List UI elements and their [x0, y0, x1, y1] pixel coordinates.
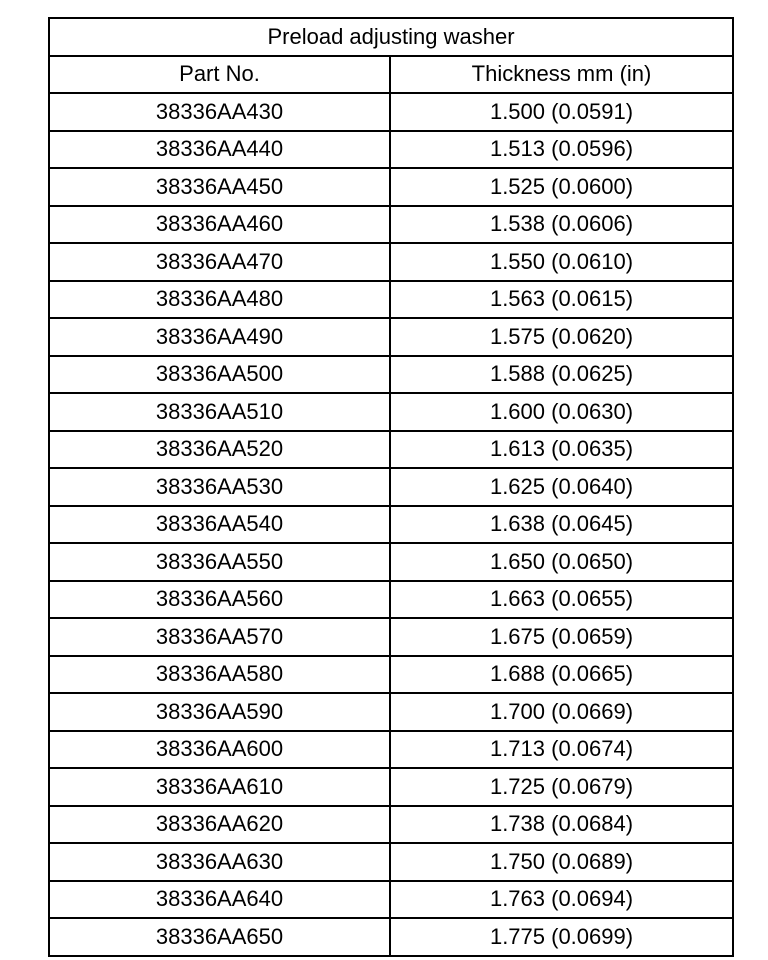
thickness-cell: 1.750 (0.0689) — [390, 843, 733, 881]
thickness-cell: 1.613 (0.0635) — [390, 431, 733, 469]
part-no-cell: 38336AA530 — [49, 468, 390, 506]
preload-washer-table — [48, 17, 734, 957]
part-no-cell: 38336AA430 — [49, 93, 390, 131]
table-row — [49, 281, 733, 319]
thickness-cell: 1.688 (0.0665) — [390, 656, 733, 694]
table-title-row — [49, 18, 733, 56]
table-row — [49, 656, 733, 694]
table-row — [49, 843, 733, 881]
table-row — [49, 318, 733, 356]
thickness-cell: 1.638 (0.0645) — [390, 506, 733, 544]
part-no-cell: 38336AA460 — [49, 206, 390, 244]
part-no-cell: 38336AA470 — [49, 243, 390, 281]
table-row — [49, 356, 733, 394]
part-no-cell: 38336AA610 — [49, 768, 390, 806]
part-no-cell: 38336AA510 — [49, 393, 390, 431]
table-row — [49, 543, 733, 581]
part-no-cell: 38336AA570 — [49, 618, 390, 656]
part-no-cell: 38336AA480 — [49, 281, 390, 319]
part-no-cell: 38336AA580 — [49, 656, 390, 694]
thickness-cell: 1.675 (0.0659) — [390, 618, 733, 656]
table-row — [49, 918, 733, 956]
part-no-cell: 38336AA640 — [49, 881, 390, 919]
table-row — [49, 468, 733, 506]
thickness-cell: 1.713 (0.0674) — [390, 731, 733, 769]
table-row — [49, 393, 733, 431]
part-no-cell: 38336AA550 — [49, 543, 390, 581]
thickness-header: Thickness mm (in) — [390, 56, 733, 94]
thickness-cell: 1.538 (0.0606) — [390, 206, 733, 244]
part-no-cell: 38336AA500 — [49, 356, 390, 394]
table-row — [49, 806, 733, 844]
thickness-cell: 1.775 (0.0699) — [390, 918, 733, 956]
thickness-cell: 1.575 (0.0620) — [390, 318, 733, 356]
table-row — [49, 768, 733, 806]
part-no-cell: 38336AA630 — [49, 843, 390, 881]
part-no-cell: 38336AA490 — [49, 318, 390, 356]
table-row — [49, 206, 733, 244]
part-no-cell: 38336AA450 — [49, 168, 390, 206]
part-no-cell: 38336AA440 — [49, 131, 390, 169]
part-no-cell: 38336AA620 — [49, 806, 390, 844]
table-row — [49, 506, 733, 544]
thickness-cell: 1.550 (0.0610) — [390, 243, 733, 281]
thickness-cell: 1.725 (0.0679) — [390, 768, 733, 806]
thickness-cell: 1.738 (0.0684) — [390, 806, 733, 844]
table-header-row — [49, 56, 733, 94]
thickness-cell: 1.700 (0.0669) — [390, 693, 733, 731]
thickness-cell: 1.663 (0.0655) — [390, 581, 733, 619]
thickness-cell: 1.563 (0.0615) — [390, 281, 733, 319]
thickness-cell: 1.513 (0.0596) — [390, 131, 733, 169]
table-row — [49, 431, 733, 469]
thickness-cell: 1.763 (0.0694) — [390, 881, 733, 919]
part-no-cell: 38336AA650 — [49, 918, 390, 956]
table-row — [49, 243, 733, 281]
thickness-cell: 1.625 (0.0640) — [390, 468, 733, 506]
table-row — [49, 731, 733, 769]
thickness-cell: 1.525 (0.0600) — [390, 168, 733, 206]
thickness-cell: 1.500 (0.0591) — [390, 93, 733, 131]
part-no-cell: 38336AA520 — [49, 431, 390, 469]
table-row — [49, 881, 733, 919]
table-row — [49, 131, 733, 169]
part-no-cell: 38336AA600 — [49, 731, 390, 769]
thickness-cell: 1.600 (0.0630) — [390, 393, 733, 431]
part-no-header: Part No. — [49, 56, 390, 94]
part-no-cell: 38336AA560 — [49, 581, 390, 619]
part-no-cell: 38336AA590 — [49, 693, 390, 731]
table-row — [49, 618, 733, 656]
part-no-cell: 38336AA540 — [49, 506, 390, 544]
table-row — [49, 93, 733, 131]
thickness-cell: 1.588 (0.0625) — [390, 356, 733, 394]
thickness-cell: 1.650 (0.0650) — [390, 543, 733, 581]
table-title: Preload adjusting washer — [49, 18, 733, 56]
table-row — [49, 168, 733, 206]
table-row — [49, 693, 733, 731]
table-row — [49, 581, 733, 619]
